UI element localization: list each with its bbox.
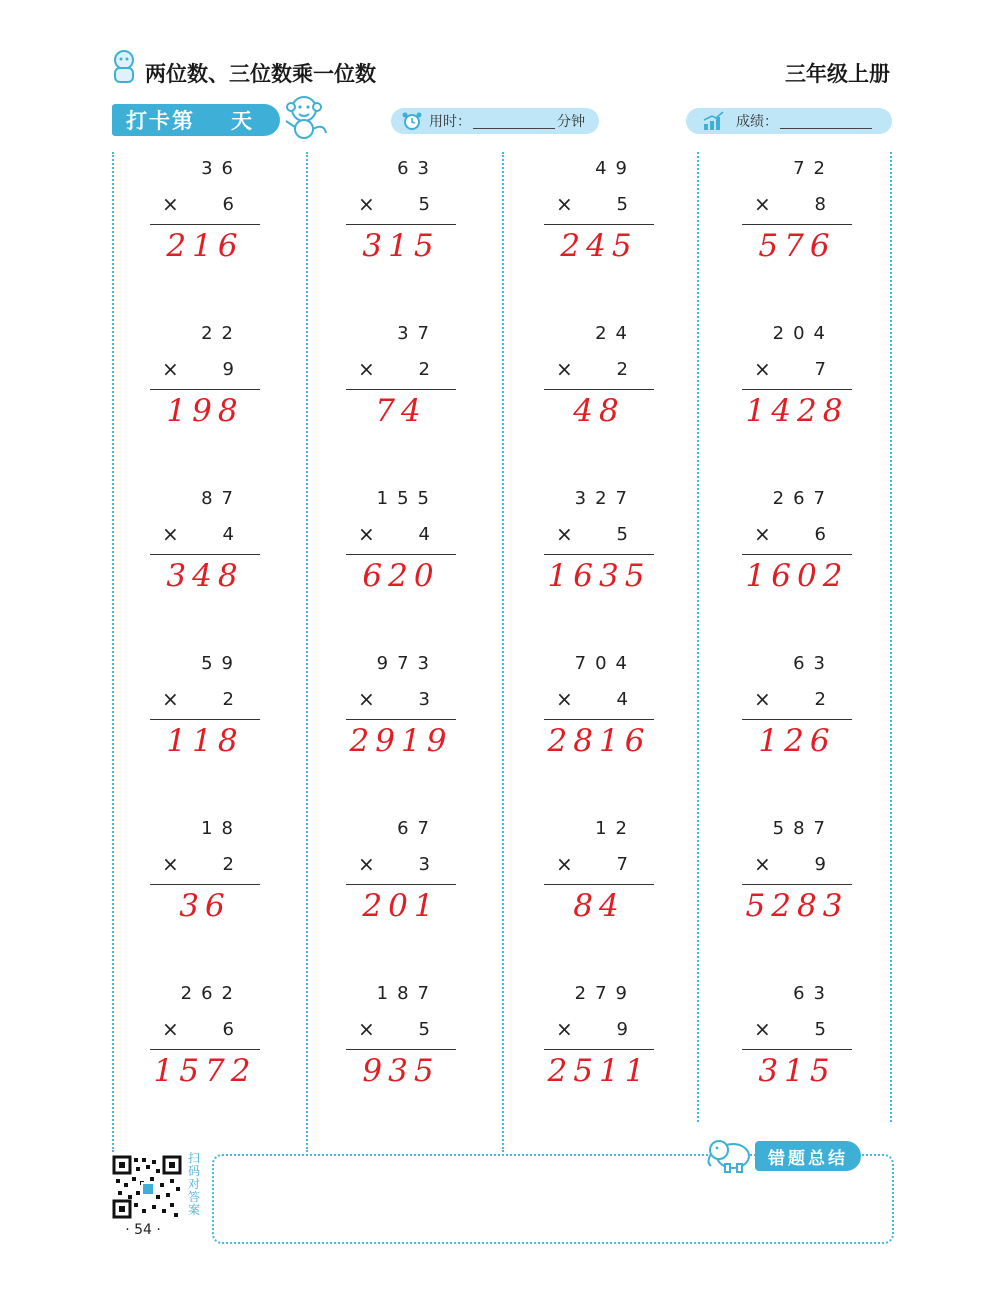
multiplicand: 12 — [595, 818, 636, 839]
times-sign: × — [358, 687, 375, 711]
times-sign: × — [358, 1017, 375, 1041]
answer-rule — [544, 884, 654, 885]
score-blank[interactable] — [780, 114, 872, 129]
time-label: 用时： — [429, 114, 471, 130]
handwritten-answer[interactable]: 201 — [362, 888, 440, 924]
multiplicand: 327 — [574, 488, 636, 509]
multiplier: 2 — [616, 359, 628, 380]
multiplicand: 63 — [397, 158, 438, 179]
times-sign: × — [754, 522, 771, 546]
answer-rule — [346, 1049, 456, 1050]
multiplicand: 187 — [376, 983, 438, 1004]
multiplicand: 18 — [201, 818, 242, 839]
chart-icon — [702, 111, 726, 131]
multiplier: 6 — [222, 1019, 234, 1040]
multiplicand: 262 — [180, 983, 242, 1004]
problem-17 — [140, 818, 260, 968]
handwritten-answer[interactable]: 1602 — [745, 558, 849, 594]
times-sign: × — [754, 852, 771, 876]
problem-14 — [336, 653, 456, 803]
checkin-banner — [112, 104, 280, 136]
problem-1 — [140, 158, 260, 308]
multiplicand: 49 — [595, 158, 636, 179]
problem-15 — [534, 653, 654, 803]
handwritten-answer[interactable]: 198 — [166, 393, 244, 429]
handwritten-answer[interactable]: 348 — [166, 558, 244, 594]
column-divider — [112, 152, 114, 1152]
multiplicand: 63 — [793, 983, 834, 1004]
multiplier: 7 — [814, 359, 826, 380]
multiplier: 5 — [616, 524, 628, 545]
problem-6 — [336, 323, 456, 473]
times-sign: × — [162, 522, 179, 546]
times-sign: × — [358, 852, 375, 876]
answer-rule — [544, 719, 654, 720]
score-label: 成绩： — [736, 114, 778, 130]
book-title: 两位数、三位数乘一位数 — [145, 62, 376, 86]
problem-2 — [336, 158, 456, 308]
answer-rule — [742, 554, 852, 555]
times-sign: × — [162, 852, 179, 876]
header-mascot-icon — [106, 49, 142, 85]
multiplier: 2 — [814, 689, 826, 710]
times-sign: × — [556, 852, 573, 876]
handwritten-answer[interactable]: 84 — [573, 888, 625, 924]
multiplicand: 704 — [574, 653, 636, 674]
multiplier: 9 — [814, 854, 826, 875]
times-sign: × — [162, 192, 179, 216]
problem-21 — [140, 983, 260, 1133]
times-sign: × — [556, 1017, 573, 1041]
handwritten-answer[interactable]: 74 — [375, 393, 427, 429]
multiplier: 6 — [222, 194, 234, 215]
answer-rule — [150, 884, 260, 885]
problem-16 — [732, 653, 852, 803]
answer-rule — [742, 719, 852, 720]
grade-label: 三年级上册 — [785, 62, 890, 86]
multiplier: 9 — [222, 359, 234, 380]
times-sign: × — [556, 687, 573, 711]
alarm-clock-icon — [401, 111, 423, 131]
times-sign: × — [754, 192, 771, 216]
checkin-suffix: 天 — [231, 109, 252, 133]
multiplier: 2 — [418, 359, 430, 380]
problem-20 — [732, 818, 852, 968]
scan-label: 扫码对答案 — [187, 1151, 200, 1217]
multiplier: 2 — [222, 854, 234, 875]
handwritten-answer[interactable]: 245 — [560, 228, 638, 264]
column-divider — [502, 152, 504, 1152]
multiplicand: 59 — [201, 653, 242, 674]
answer-rule — [742, 1049, 852, 1050]
problem-18 — [336, 818, 456, 968]
problem-24 — [732, 983, 852, 1133]
column-divider — [697, 152, 699, 1122]
times-sign: × — [358, 522, 375, 546]
problem-23 — [534, 983, 654, 1133]
problem-3 — [534, 158, 654, 308]
answer-rule — [150, 389, 260, 390]
handwritten-answer[interactable]: 2816 — [547, 723, 651, 759]
times-sign: × — [162, 687, 179, 711]
answer-rule — [346, 389, 456, 390]
handwritten-answer[interactable]: 315 — [362, 228, 440, 264]
multiplicand: 63 — [793, 653, 834, 674]
problem-9 — [140, 488, 260, 638]
answer-rule — [544, 554, 654, 555]
multiplicand: 267 — [772, 488, 834, 509]
answer-rule — [544, 1049, 654, 1050]
score-field — [686, 108, 892, 134]
multiplicand: 155 — [376, 488, 438, 509]
multiplier: 5 — [418, 1019, 430, 1040]
handwritten-answer[interactable]: 2511 — [547, 1053, 651, 1089]
multiplier: 3 — [418, 854, 430, 875]
multiplicand: 67 — [397, 818, 438, 839]
handwritten-answer[interactable]: 315 — [758, 1053, 836, 1089]
handwritten-answer[interactable]: 36 — [179, 888, 231, 924]
problem-22 — [336, 983, 456, 1133]
handwritten-answer[interactable]: 2919 — [349, 723, 453, 759]
handwritten-answer[interactable]: 1428 — [745, 393, 849, 429]
times-sign: × — [162, 357, 179, 381]
handwritten-answer[interactable]: 620 — [362, 558, 440, 594]
multiplier: 5 — [814, 1019, 826, 1040]
multiplicand: 204 — [772, 323, 834, 344]
times-sign: × — [358, 357, 375, 381]
time-field — [391, 108, 599, 134]
multiplicand: 36 — [201, 158, 242, 179]
times-sign: × — [754, 1017, 771, 1041]
multiplicand: 37 — [397, 323, 438, 344]
answer-rule — [346, 554, 456, 555]
times-sign: × — [556, 192, 573, 216]
answer-rule — [150, 224, 260, 225]
problem-19 — [534, 818, 654, 968]
column-divider — [306, 152, 308, 1152]
answer-rule — [150, 1049, 260, 1050]
multiplicand: 279 — [574, 983, 636, 1004]
answer-rule — [346, 884, 456, 885]
problem-7 — [534, 323, 654, 473]
times-sign: × — [358, 192, 375, 216]
multiplicand: 87 — [201, 488, 242, 509]
answer-rule — [742, 224, 852, 225]
times-sign: × — [754, 687, 771, 711]
answer-rule — [346, 224, 456, 225]
handwritten-answer[interactable]: 1635 — [547, 558, 651, 594]
multiplicand: 72 — [793, 158, 834, 179]
multiplier: 9 — [616, 1019, 628, 1040]
problem-12 — [732, 488, 852, 638]
multiplier: 3 — [418, 689, 430, 710]
page-number: · 54 · — [125, 1222, 161, 1238]
answer-rule — [150, 554, 260, 555]
multiplier: 4 — [616, 689, 628, 710]
handwritten-answer[interactable]: 576 — [758, 228, 836, 264]
multiplicand: 22 — [201, 323, 242, 344]
answer-rule — [742, 884, 852, 885]
problem-8 — [732, 323, 852, 473]
column-divider — [890, 152, 892, 1122]
answer-rule — [544, 389, 654, 390]
multiplicand: 24 — [595, 323, 636, 344]
multiplicand: 587 — [772, 818, 834, 839]
multiplier: 6 — [814, 524, 826, 545]
problem-10 — [336, 488, 456, 638]
answer-rule — [742, 389, 852, 390]
multiplier: 5 — [616, 194, 628, 215]
handwritten-answer[interactable]: 935 — [362, 1053, 440, 1089]
times-sign: × — [754, 357, 771, 381]
times-sign: × — [556, 357, 573, 381]
handwritten-answer[interactable]: 48 — [573, 393, 625, 429]
handwritten-answer[interactable]: 5283 — [745, 888, 849, 924]
multiplier: 4 — [418, 524, 430, 545]
handwritten-answer[interactable]: 118 — [166, 723, 244, 759]
qr-code-icon[interactable] — [112, 1155, 182, 1219]
handwritten-answer[interactable]: 216 — [166, 228, 244, 264]
times-sign: × — [162, 1017, 179, 1041]
time-unit: 分钟 — [557, 114, 585, 130]
problem-13 — [140, 653, 260, 803]
checkin-prefix: 打卡第 — [126, 109, 195, 133]
summary-tab: 错题总结 — [755, 1141, 861, 1171]
multiplier: 7 — [616, 854, 628, 875]
multiplicand: 973 — [376, 653, 438, 674]
problem-5 — [140, 323, 260, 473]
elephant-icon — [703, 1134, 755, 1174]
time-blank[interactable] — [473, 114, 555, 129]
multiplier: 4 — [222, 524, 234, 545]
times-sign: × — [556, 522, 573, 546]
handwritten-answer[interactable]: 126 — [758, 723, 836, 759]
multiplier: 8 — [814, 194, 826, 215]
problem-11 — [534, 488, 654, 638]
problem-4 — [732, 158, 852, 308]
answer-rule — [346, 719, 456, 720]
handwritten-answer[interactable]: 1572 — [153, 1053, 257, 1089]
multiplier: 2 — [222, 689, 234, 710]
monkey-icon — [280, 93, 332, 141]
multiplier: 5 — [418, 194, 430, 215]
answer-rule — [150, 719, 260, 720]
answer-rule — [544, 224, 654, 225]
